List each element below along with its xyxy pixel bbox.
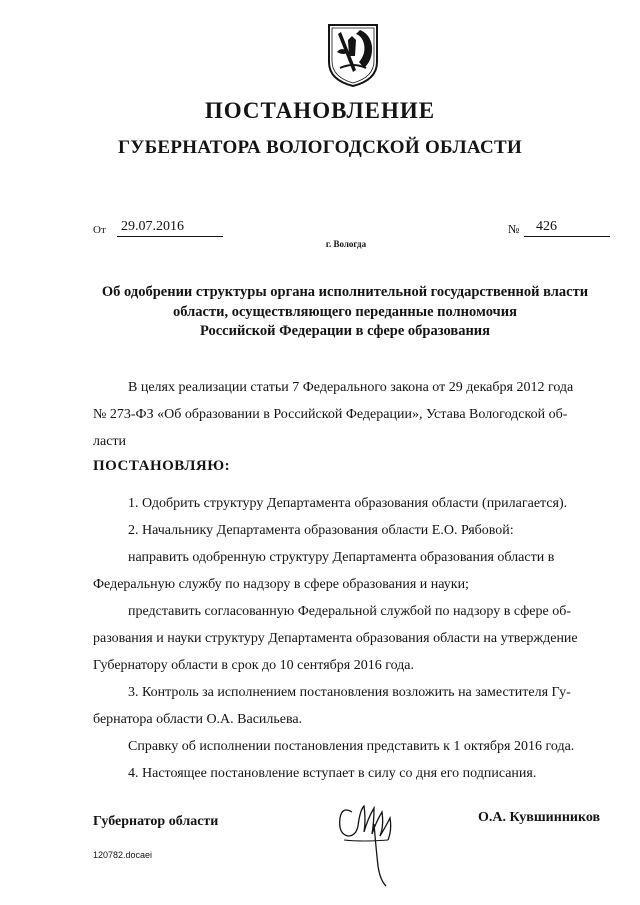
coat-of-arms-icon: [326, 22, 380, 88]
list-item-line: направить одобренную структуру Департамента образования области в: [128, 550, 555, 565]
list-item-line: Губернатору области в срок до 10 сентября 2016 года.: [93, 658, 415, 673]
document-title: ПОСТАНОВЛЕНИЕ: [204, 98, 436, 123]
decree-heading: ПОСТАНОВЛЯЮ:: [93, 458, 231, 474]
list-item-line: Справку об исполнении постановления представить к 1 октября 2016 года.: [128, 739, 575, 754]
city-label: г. Вологда: [325, 239, 367, 249]
date-label: От: [93, 224, 106, 236]
list-item-line: 3. Контроль за исполнением постановления возложить на заместителя Гу-: [128, 685, 571, 700]
document-number: 426: [524, 218, 610, 237]
document-subject: [80, 283, 610, 342]
signatory-title: Губернатор области: [93, 814, 219, 829]
list-item: 4. Настоящее постановление вступает в силу со дня его подписания.: [128, 766, 537, 781]
subject-line: Российской Федерации в сфере образования: [200, 323, 490, 339]
list-item-line: представить согласованную Федеральной службой по надзору в сфере об-: [128, 604, 571, 619]
signatory-name: О.А. Кувшинников: [478, 810, 601, 825]
preamble-line: № 273-ФЗ «Об образовании в Российской Федерации», Устава Вологодской об-: [93, 407, 568, 422]
list-item: 2. Начальнику Департамента образования области Е.О. Рябовой:: [128, 523, 514, 538]
number-label: №: [508, 222, 520, 236]
document-date: 29.07.2016: [117, 218, 223, 237]
preamble-line: ласти: [93, 434, 127, 449]
list-item: 1. Одобрить структуру Департамента образования области (прилагается).: [128, 496, 568, 511]
subject-line: области, осуществляющего переданные полномочия: [173, 303, 517, 320]
list-item-line: бернатора области О.А. Васильева.: [93, 712, 303, 727]
document-subtitle: ГУБЕРНАТОРА ВОЛОГОДСКОЙ ОБЛАСТИ: [117, 137, 523, 158]
preamble-line: В целях реализации статьи 7 Федерального закона от 29 декабря 2012 года: [128, 380, 574, 395]
signature-icon: [330, 796, 410, 888]
list-item-line: разования и науки структуру Департамента образования области на утверждение: [93, 631, 578, 646]
document-id: 120782.docaei: [93, 850, 153, 860]
list-item-line: Федеральную службу по надзору в сфере образования и науки;: [93, 577, 469, 592]
subject-line: Об одобрении структуры органа исполнительной государственной власти: [101, 284, 589, 300]
